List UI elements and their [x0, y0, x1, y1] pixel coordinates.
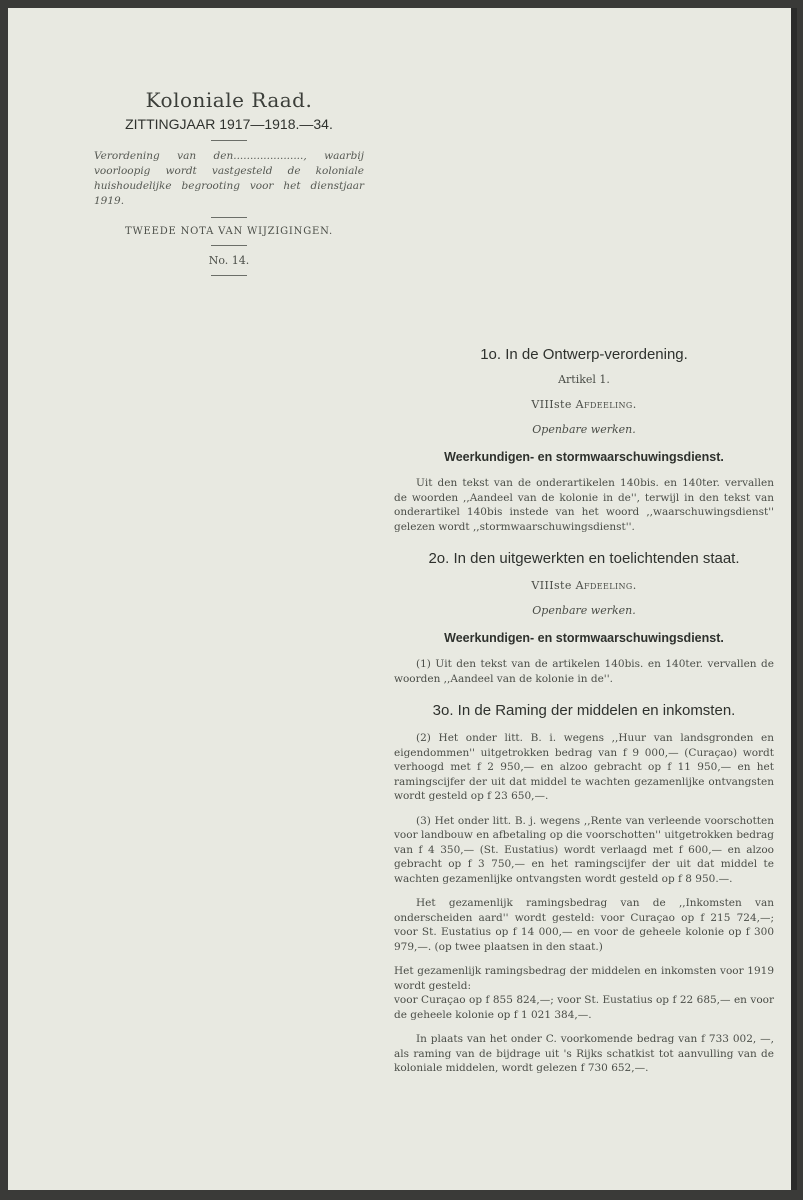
section-3-paragraph-1: (2) Het onder litt. B. i. wegens ,,Huur van landsgronden en eigendommen'' uitgetrokken bedrag van f 9 000,— (Curaçao) wordt verhoogd met f 2 950,— en alzoo gebracht op f 11 950,— en het ramingscijfer der uit dat middel te wachten gezamenlijke ontvangsten wordt gesteld op f 23 650,—. [394, 732, 774, 802]
document-page [8, 8, 797, 1190]
divider [211, 275, 247, 276]
section-3-title: 3o. In de Raming der middelen en inkomsten. [432, 702, 736, 719]
department-subtitle: Openbare werken. [532, 604, 636, 617]
service-heading: Weerkundigen- en stormwaarschuwingsdienst. [444, 450, 724, 464]
document-body [394, 346, 774, 1076]
section-3-paragraph-2: (3) Het onder litt. B. j. wegens ,,Rente van verleende voorschotten voor landbouw en afbetaling op die voorschotten'' uitgetrokken bedrag van f 4 350,— (St. Eustatius) wordt verlaagd met f 600,— en alzoo gebracht op f 3 750,— en het ramingscijfer der uit dat middel te wachten gezamenlijke ontvangsten wordt gesteld op f 8 950.—. [394, 814, 774, 885]
section-3-paragraph-5: In plaats van het onder C. voorkomende bedrag van f 733 002, —, als raming van de bijdrage uit 's Rijks schatkist tot aanvulling van de koloniale middelen, wordt gelezen f 730 652,—. [394, 1033, 774, 1074]
divider [211, 217, 247, 218]
document-header [94, 88, 364, 284]
afdeeling-word: Afdeeling. [575, 579, 637, 592]
section-2-paragraph: (1) Uit den tekst van de artikelen 140bis. en 140ter. vervallen de woorden ,,Aandeel van de kolonie in de''. [394, 658, 774, 685]
nota-title: TWEEDE NOTA VAN WIJZIGINGEN. [124, 226, 333, 237]
council-title: Koloniale Raad. [145, 88, 313, 112]
ordinance-description: Verordening van den....................., waarbij voorloopig wordt vastgesteld de koloniale huishoudelijke begrooting voor het dienstjaar 1919. [94, 150, 364, 207]
afdeeling-number: VIIIste [531, 579, 572, 592]
service-heading: Weerkundigen- en stormwaarschuwingsdienst. [444, 631, 724, 645]
section-1-paragraph: Uit den tekst van de onderartikelen 140bis. en 140ter. vervallen de woorden ,,Aandeel van de kolonie in de'', terwijl in den tekst van onderartikel 140bis instede van het woord ,,waarschuwingsdienst'' gelezen wordt ,,stormwaarschuwingsdienst''. [394, 477, 774, 533]
divider [211, 140, 247, 141]
section-2-title: 2o. In den uitgewerkten en toelichtenden staat. [428, 550, 740, 567]
paragraph-4-amounts: voor Curaçao op f 855 824,—; voor St. Eustatius op f 22 685,— en voor de geheele kolonie op f 1 021 384,—. [394, 994, 774, 1021]
paragraph-4-intro: Het gezamenlijk ramingsbedrag der middelen en inkomsten voor 1919 wordt gesteld: [394, 965, 774, 992]
section-3-paragraph-4 [394, 964, 774, 1022]
document-number: No. 14. [208, 254, 250, 267]
department-subtitle: Openbare werken. [532, 423, 636, 436]
section-1-title: 1o. In de Ontwerp-verordening. [480, 346, 688, 363]
divider [211, 245, 247, 246]
afdeeling-word: Afdeeling. [575, 398, 637, 411]
afdeeling-heading [394, 398, 774, 411]
article-heading: Artikel 1. [558, 373, 610, 386]
afdeeling-heading [394, 579, 774, 592]
session-line: ZITTINGJAAR 1917—1918.—34. [125, 116, 333, 132]
afdeeling-number: VIIIste [531, 398, 572, 411]
section-3-paragraph-3: Het gezamenlijk ramingsbedrag van de ,,Inkomsten van onderscheiden aard'' wordt gesteld: voor Curaçao op f 215 724,—; voor St. Eustatius op f 14 000,— en voor de geheele kolonie op f 300 979,—. (op twee plaatsen in den staat.) [394, 897, 774, 953]
